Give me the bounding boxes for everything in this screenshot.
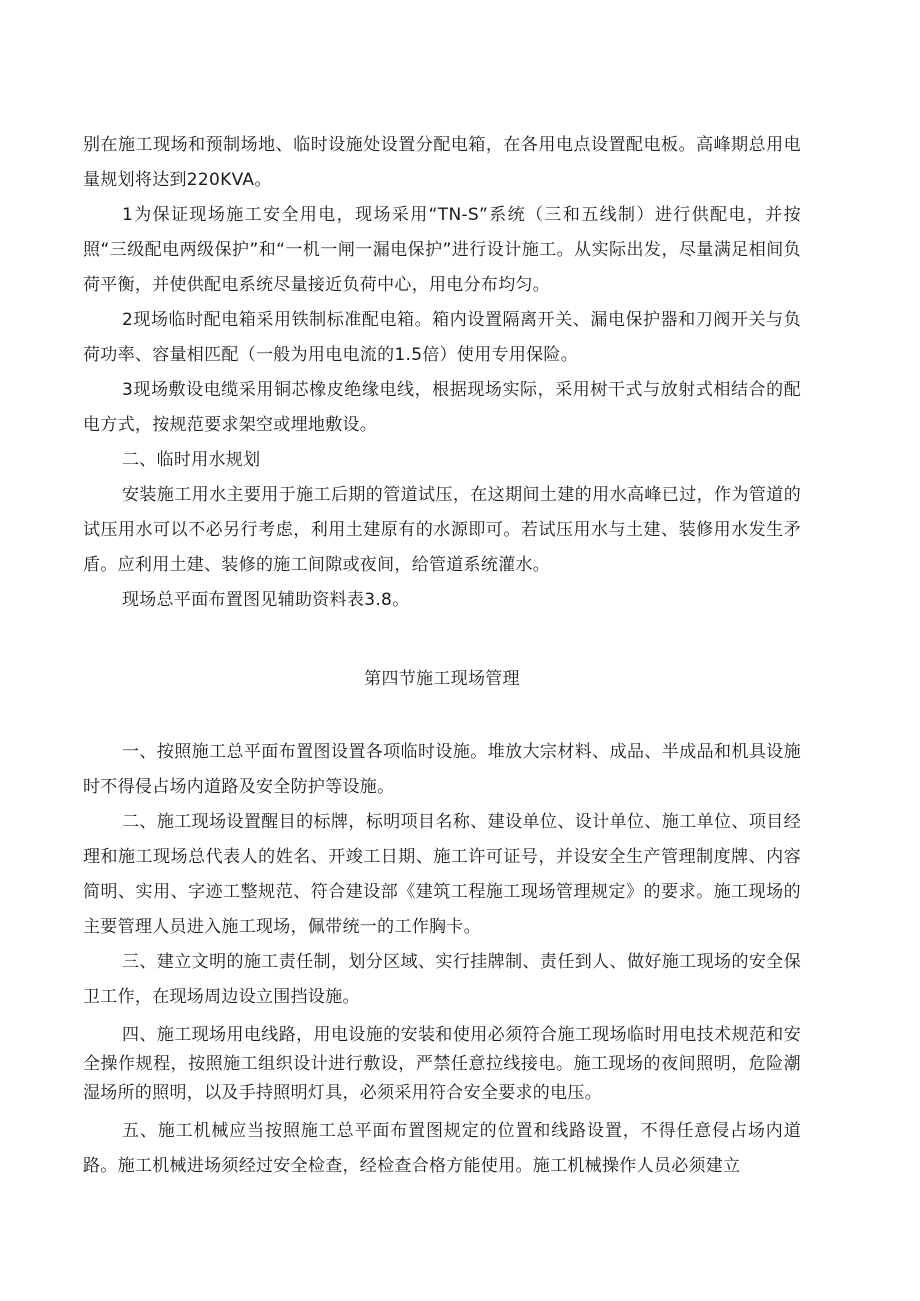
paragraph-management-2: 二、施工现场设置醒目的标牌，标明项目名称、建设单位、设计单位、施工单位、项目经理和施工现场总代表人的姓名、开竣工日期、施工许可证号，并设安全生产管理制度牌、内容简明、实用、字迹工整规范、符合建设部《建筑工程施工现场管理规定》的要求。施工现场的主要管理人员进入施工现场，佩带统一的工作胸卡。	[83, 812, 801, 937]
paragraph-management-5: 五、施工机械应当按照施工总平面布置图规定的位置和线路设置，不得任意侵占场内道路。施工机械进场须经过安全检查，经检查合格方能使用。施工机械操作人员必须建立	[83, 1121, 801, 1176]
subheading-temporary-water: 二、临时用水规划	[122, 450, 261, 470]
document-page	[83, 128, 801, 1184]
paragraph-site-layout-reference: 现场总平面布置图见辅助资料表3.8。	[122, 590, 410, 610]
section-title: 第四节施工现场管理	[364, 669, 520, 689]
paragraph-item-3-cable-laying: 3现场敷设电缆采用铜芯橡皮绝缘电线，根据现场实际，采用树干式与放射式相结合的配电方式，按规范要求架空或埋地敷设。	[83, 380, 801, 435]
paragraph-management-3: 三、建立文明的施工责任制，划分区域、实行挂牌制、责任到人、做好施工现场的安全保卫工作，在现场周边设立围挡设施。	[83, 952, 801, 1007]
paragraph-management-4: 四、施工现场用电线路，用电设施的安装和使用必须符合施工现场临时用电技术规范和安全操作规程，按照施工组织设计进行敷设，严禁任意拉线接电。施工现场的夜间照明，危险潮湿场所的照明，以及手持照明灯具，必须采用符合安全要求的电压。	[83, 1025, 801, 1103]
paragraph-management-1: 一、按照施工总平面布置图设置各项临时设施。堆放大宗材料、成品、半成品和机具设施时不得侵占场内道路及安全防护等设施。	[83, 742, 801, 797]
paragraph-item-2-distribution-box: 2现场临时配电箱采用铁制标准配电箱。箱内设置隔离开关、漏电保护器和刀阀开关与负荷功率、容量相匹配（一般为用电电流的1.5倍）使用专用保险。	[83, 310, 801, 365]
paragraph-power-distribution: 别在施工现场和预制场地、临时设施处设置分配电箱，在各用电点设置配电板。高峰期总用电量规划将达到220KVA。	[83, 135, 801, 190]
paragraph-water-usage: 安装施工用水主要用于施工后期的管道试压，在这期间土建的用水高峰已过，作为管道的试压用水可以不必另行考虑，利用土建原有的水源即可。若试压用水与土建、装修用水发生矛盾。应利用土建、装修的施工间隙或夜间，给管道系统灌水。	[83, 485, 801, 575]
paragraph-item-1-tns-system: 1为保证现场施工安全用电，现场采用“TN-S”系统（三和五线制）进行供配电，并按照“三级配电两级保护”和“一机一闸一漏电保护”进行设计施工。从实际出发，尽量满足相间负荷平衡，并使供配电系统尽量接近负荷中心，用电分布均匀。	[83, 205, 801, 295]
